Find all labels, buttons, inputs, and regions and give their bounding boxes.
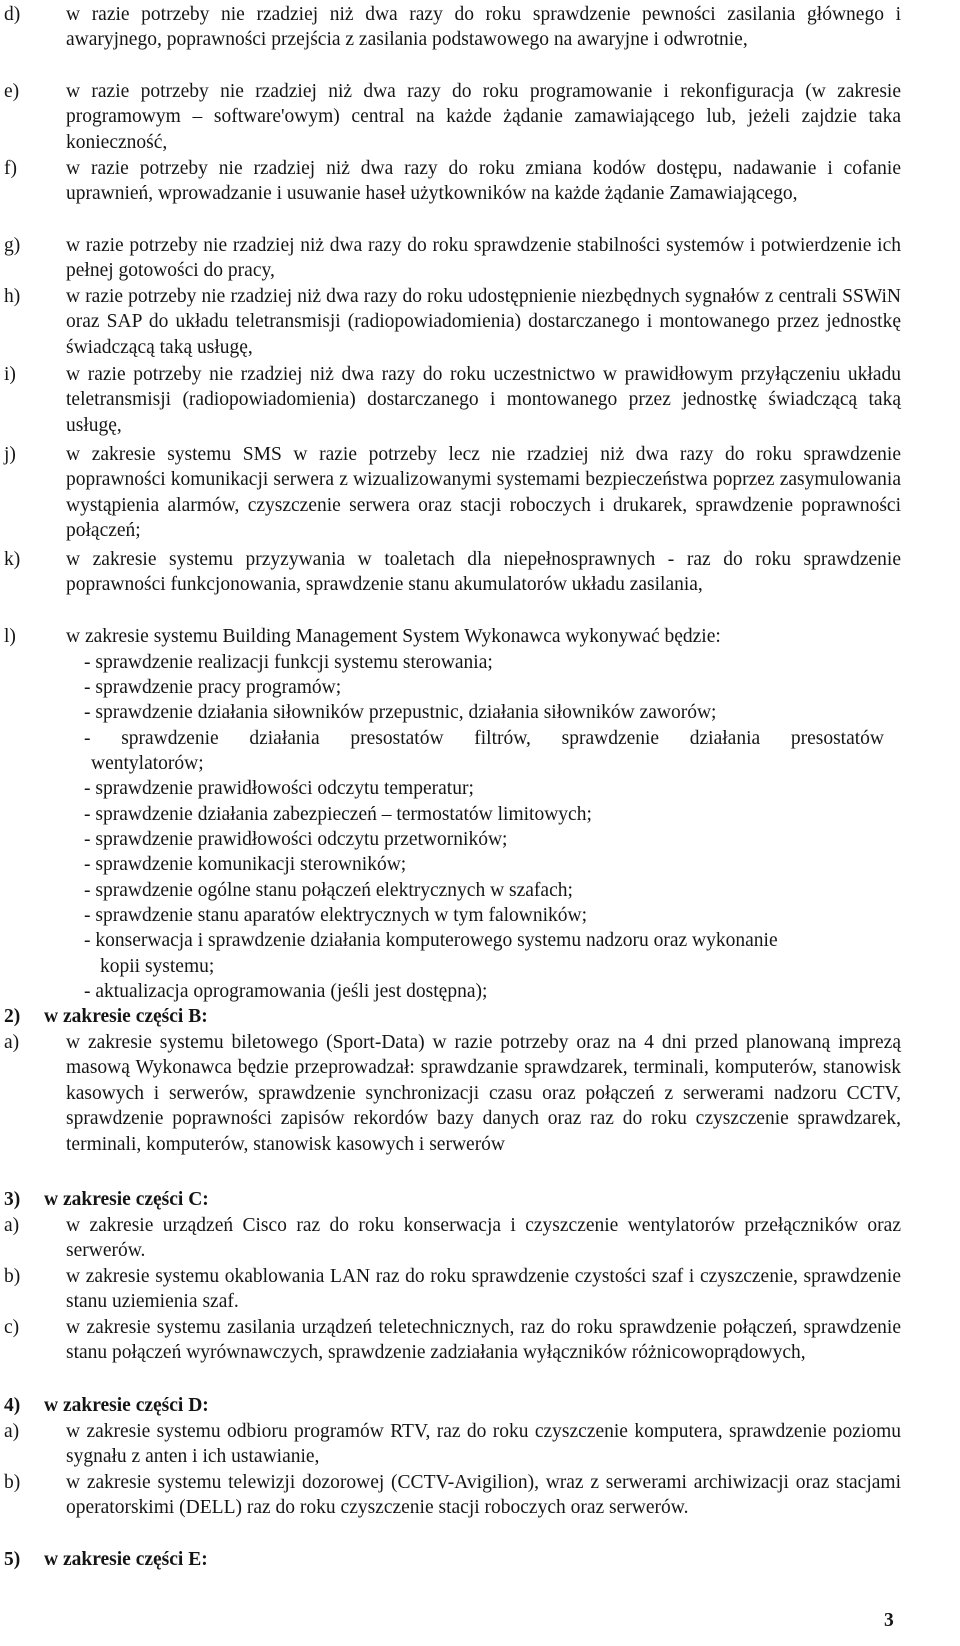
bms-list-item: - aktualizacja oprogramowania (jeśli jest dostępna); [84, 981, 488, 1002]
item-label: c) [4, 1317, 20, 1338]
item-text: w razie potrzeby nie rzadziej niż dwa razy do roku sprawdzenie pewności zasilania głównego i awaryjnego, poprawności przejścia z zasilania podstawowego na awaryjne i odwrotnie, [66, 4, 901, 51]
item-text: w razie potrzeby nie rzadziej niż dwa razy do roku sprawdzenie stabilności systemów i potwierdzenie ich pełnej gotowości do pracy, [66, 235, 901, 282]
item-text: w razie potrzeby nie rzadziej niż dwa razy do roku uczestnictwo w prawidłowym przyłączeniu układu teletransmisji (radiopowiadomienia) dostarczanego i montowanego przez jednostkę świadczącą taką usługę, [66, 364, 901, 436]
item-label: e) [4, 81, 20, 102]
item-label: f) [4, 158, 17, 179]
section-label: 2) [4, 1006, 21, 1027]
bms-list-item: - sprawdzenie prawidłowości odczytu przetworników; [84, 829, 508, 850]
item-text: w zakresie systemu odbioru programów RTV, raz do roku czyszczenie komputera, sprawdzenie poziomu sygnału z anten i ich ustawianie, [66, 1421, 901, 1468]
list-item-c-a [0, 1213, 960, 1264]
section-title: w zakresie części C: [44, 1189, 209, 1210]
section-label: 3) [4, 1189, 21, 1210]
item-text: w zakresie systemu okablowania LAN raz do roku sprawdzenie czystości szaf i czyszczenie, sprawdzenie stanu uziemienia szaf. [66, 1266, 901, 1313]
list-item-b-a [0, 1030, 960, 1157]
item-label: j) [4, 444, 16, 465]
item-label: a) [4, 1215, 20, 1236]
item-label: a) [4, 1032, 20, 1053]
bms-list-item: - sprawdzenie stanu aparatów elektrycznych w tym falowników; [84, 905, 588, 926]
bms-list-item-continuation: kopii systemu; [100, 956, 215, 977]
page-number: 3 [884, 1610, 894, 1631]
section-heading-b [0, 1004, 960, 1029]
item-label: h) [4, 286, 21, 307]
list-item-l [0, 624, 960, 649]
bms-list-item: - sprawdzenie ogólne stanu połączeń elektrycznych w szafach; [84, 880, 573, 901]
bms-list-item-continuation: wentylatorów; [91, 753, 204, 774]
bms-list-item: - sprawdzenie działania zabezpieczeń – termostatów limitowych; [84, 804, 592, 825]
item-label: l) [4, 626, 16, 647]
bms-list-item: - sprawdzenie działania presostatów filtrów, sprawdzenie działania presostatów [84, 728, 884, 749]
bms-list-item: - sprawdzenie komunikacji sterowników; [84, 854, 407, 875]
list-item-g [0, 233, 960, 284]
list-item-c-c [0, 1315, 960, 1366]
item-text: w zakresie systemu zasilania urządzeń teletechnicznych, raz do roku sprawdzenie połączeń, sprawdzenie stanu połączeń wyrównawczych, sprawdzenie zadziałania wyłączników różnicowoprądowych, [66, 1317, 901, 1364]
item-text: w zakresie systemu Building Management System Wykonawca wykonywać będzie: [66, 626, 721, 647]
bms-list-item: - sprawdzenie działania siłowników przepustnic, działania siłowników zaworów; [84, 702, 717, 723]
bms-list-item: - sprawdzenie realizacji funkcji systemu sterowania; [84, 652, 493, 673]
item-text: w zakresie urządzeń Cisco raz do roku konserwacja i czyszczenie wentylatorów przełączników oraz serwerów. [66, 1215, 901, 1262]
item-text: w zakresie systemu telewizji dozorowej (CCTV-Avigilion), wraz z serwerami archiwizacji oraz stacjami operatorskimi (DELL) raz do roku czyszczenie stacji roboczych oraz serwerów. [66, 1472, 901, 1519]
list-item-d [0, 2, 960, 53]
list-item-f [0, 156, 960, 207]
item-label: d) [4, 4, 21, 25]
item-text: w zakresie systemu biletowego (Sport-Data) w razie potrzeby oraz na 4 dni przed planowaną imprezą masową Wykonawca będzie przeprowadzał: sprawdzanie sprawdzarek, terminali, komputerów, stanowisk kasowych i serwerów, sprawdzenie synchronizacji czasu oraz połączeń z serwerami nadzoru CCTV, sprawdzenie poprawności zapisów rekordów bazy danych oraz raz do roku czyszczenie sprawdzarek, terminali, komputerów, stanowisk kasowych i serwerów [66, 1032, 901, 1155]
item-label: k) [4, 549, 21, 570]
list-item-h [0, 284, 960, 360]
section-title: w zakresie części B: [44, 1006, 208, 1027]
item-label: g) [4, 235, 21, 256]
section-heading-e [0, 1547, 960, 1572]
section-label: 5) [4, 1549, 21, 1570]
item-text: w zakresie systemu SMS w razie potrzeby lecz nie rzadziej niż dwa razy do roku sprawdzenie poprawności komunikacji serwera z wizualizowanymi systemami bezpieczeństwa poprzez zasymulowania wystąpienia alarmów, czyszczenie serwera oraz stacji roboczych i drukarek, sprawdzenie poprawności połączeń; [66, 444, 901, 542]
list-item-k [0, 547, 960, 598]
list-item-d-b [0, 1470, 960, 1521]
item-label: a) [4, 1421, 20, 1442]
item-text: w razie potrzeby nie rzadziej niż dwa razy do roku udostępnienie niezbędnych sygnałów z centrali SSWiN oraz SAP do układu teletransmisji (radiopowiadomienia) dostarczanego i montowanego przez jednostkę świadczącą taką usługę, [66, 286, 901, 358]
section-heading-c [0, 1187, 960, 1212]
item-label: i) [4, 364, 16, 385]
section-title: w zakresie części E: [44, 1549, 208, 1570]
bms-list-item: - sprawdzenie pracy programów; [84, 677, 342, 698]
list-item-d-a [0, 1419, 960, 1470]
item-label: b) [4, 1266, 21, 1287]
item-text: w razie potrzeby nie rzadziej niż dwa razy do roku zmiana kodów dostępu, nadawanie i cofanie uprawnień, wprowadzanie i usuwanie haseł użytkowników na każde żądanie Zamawiającego, [66, 158, 901, 205]
item-label: b) [4, 1472, 21, 1493]
item-text: w zakresie systemu przyzywania w toaletach dla niepełnosprawnych - raz do roku sprawdzenie poprawności funkcjonowania, sprawdzenie stanu akumulatorów układu zasilania, [66, 549, 901, 596]
bms-list-item: - sprawdzenie prawidłowości odczytu temperatur; [84, 778, 474, 799]
section-title: w zakresie części D: [44, 1395, 209, 1416]
list-item-e [0, 79, 960, 155]
item-text: w razie potrzeby nie rzadziej niż dwa razy do roku programowanie i rekonfiguracja (w zakresie programowym – software'owym) central na każde żądanie zamawiającego lub, jeżeli zajdzie taka konieczność, [66, 81, 901, 153]
list-item-j [0, 442, 960, 544]
list-item-c-b [0, 1264, 960, 1315]
bms-list-item: - konserwacja i sprawdzenie działania komputerowego systemu nadzoru oraz wykonanie [84, 930, 778, 951]
section-heading-d [0, 1393, 960, 1418]
list-item-i [0, 362, 960, 438]
section-label: 4) [4, 1395, 21, 1416]
